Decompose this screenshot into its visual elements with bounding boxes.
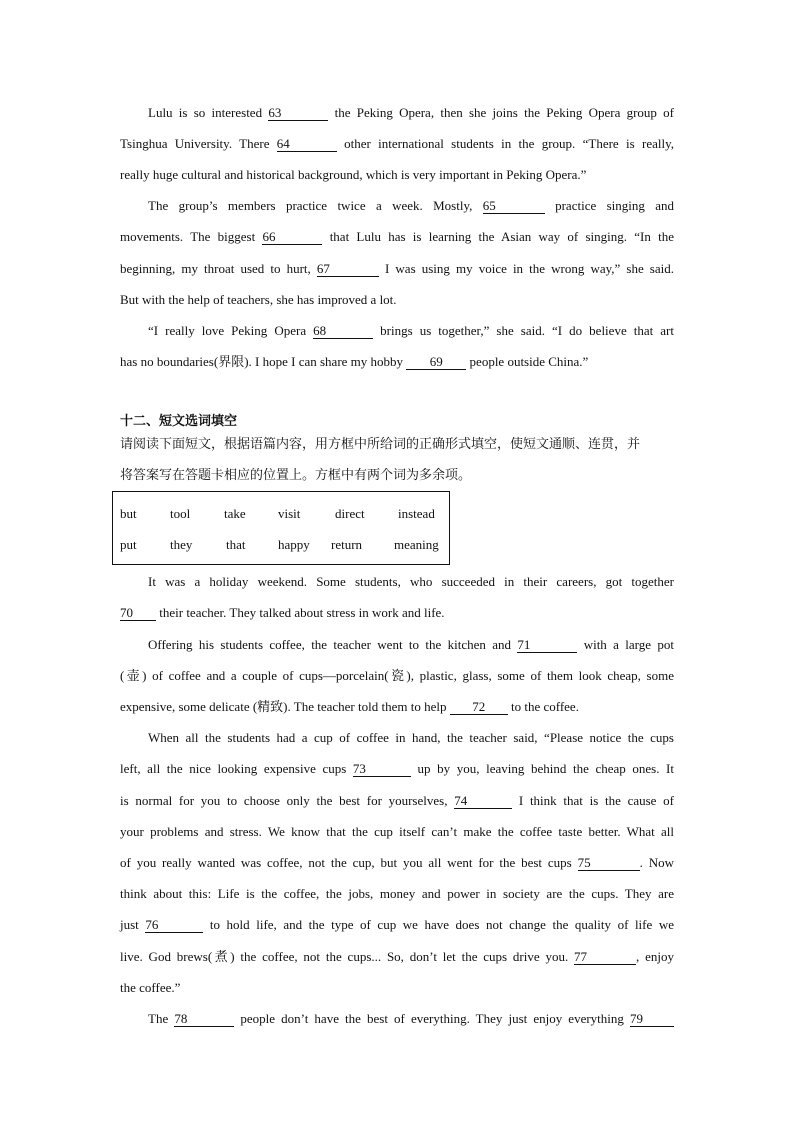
word-option: meaning [394,537,439,552]
word-option: instead [398,506,435,521]
word-option: happy [278,537,310,552]
word-option: return [331,537,363,552]
word-option: take [224,506,246,521]
passage-line: 70 their teacher. They talked about stress in work and life. [120,605,445,620]
answer-blank-64[interactable]: 64 [277,136,337,152]
passage-line: (壶) of coffee and a couple of cups—porcelain(瓷), plastic, glass, some of them look cheap, some [120,668,674,683]
answer-blank-70[interactable]: 70 [120,605,156,621]
passage-line: Offering his students coffee, the teacher went to the kitchen and 71 with a large pot [148,637,674,652]
answer-blank-72[interactable]: 72 [450,699,508,715]
passage-line: left, all the nice looking expensive cups 73 up by you, leaving behind the cheap ones. It [120,761,674,776]
answer-blank-68[interactable]: 68 [313,323,373,339]
passage-line: The group’s members practice twice a week. Mostly, 65 practice singing and [148,198,675,213]
answer-blank-78[interactable]: 78 [174,1011,234,1027]
passage-line: is normal for you to choose only the best for yourselves, 74 I think that is the cause of [120,793,674,808]
section-heading: 十二、短文选词填空 [120,414,238,429]
passage-line: It was a holiday weekend. Some students, who succeeded in their careers, got together [148,574,674,589]
passage-line: your problems and stress. We know that the cup itself can’t make the coffee taste better. What all [120,824,674,839]
word-option: but [120,506,137,521]
passage-line: live. God brews(煮) the coffee, not the cups... So, don’t let the cups drive you. 77 , enjoy [120,949,674,964]
word-bank-box [112,491,450,565]
passage-line: think about this: Life is the coffee, the jobs, money and power in society are the cups. They are [120,886,674,901]
word-option: tool [170,506,191,521]
word-option: they [170,537,193,552]
passage-line: the coffee.” [120,980,181,995]
passage-line: But with the help of teachers, she has improved a lot. [120,292,397,307]
passage-line: really huge cultural and historical background, which is very important in Peking Opera.” [120,167,587,182]
instructions-line: 将答案写在答题卡相应的位置上。方框中有两个词为多余项。 [120,468,472,483]
passage-line: The 78 people don’t have the best of everything. They just enjoy everything 79 [148,1010,674,1028]
answer-blank-75[interactable]: 75 [578,855,640,871]
passage-line: of you really wanted was coffee, not the cup, but you all went for the best cups 75 . Now [120,855,674,870]
word-option: visit [278,506,301,521]
passage-line: movements. The biggest 66 that Lulu has is learning the Asian way of singing. “In the [120,229,674,244]
answer-blank-74[interactable]: 74 [454,793,512,809]
answer-blank-63[interactable]: 63 [268,105,328,121]
instructions-line: 请阅读下面短文，根据语篇内容，用方框中所给词的正确形式填空，使短文通顺、连贯，并 [120,437,641,452]
passage-line: “I really love Peking Opera 68 brings us together,” she said. “I do believe that art [148,323,674,338]
passage-line: beginning, my throat used to hurt, 67 I was using my voice in the wrong way,” she said. [120,261,674,276]
answer-blank-76[interactable]: 76 [145,917,203,933]
answer-blank-71[interactable]: 71 [517,637,577,653]
passage-line: has no boundaries(界限). I hope I can share my hobby 69 people outside China.” [120,354,589,369]
word-option: direct [335,506,365,521]
answer-blank-77[interactable]: 77 [574,949,636,965]
answer-blank-65[interactable]: 65 [483,198,545,214]
answer-blank-79[interactable]: 79 [630,1011,674,1027]
passage-line: When all the students had a cup of coffee in hand, the teacher said, “Please notice the cups [148,730,674,745]
passage-line: Lulu is so interested 63 the Peking Opera, then she joins the Peking Opera group of [148,105,674,120]
passage-line: expensive, some delicate (精致). The teacher told them to help 72 to the coffee. [120,699,579,714]
answer-blank-73[interactable]: 73 [353,761,411,777]
answer-blank-66[interactable]: 66 [262,229,322,245]
word-option: that [226,537,246,552]
passage-line: Tsinghua University. There 64 other international students in the group. “There is really, [120,136,674,151]
answer-blank-69[interactable]: 69 [406,354,466,370]
answer-blank-67[interactable]: 67 [317,261,379,277]
word-option: put [120,537,137,552]
passage-line: just 76 to hold life, and the type of cup we have does not change the quality of life we [120,917,674,932]
